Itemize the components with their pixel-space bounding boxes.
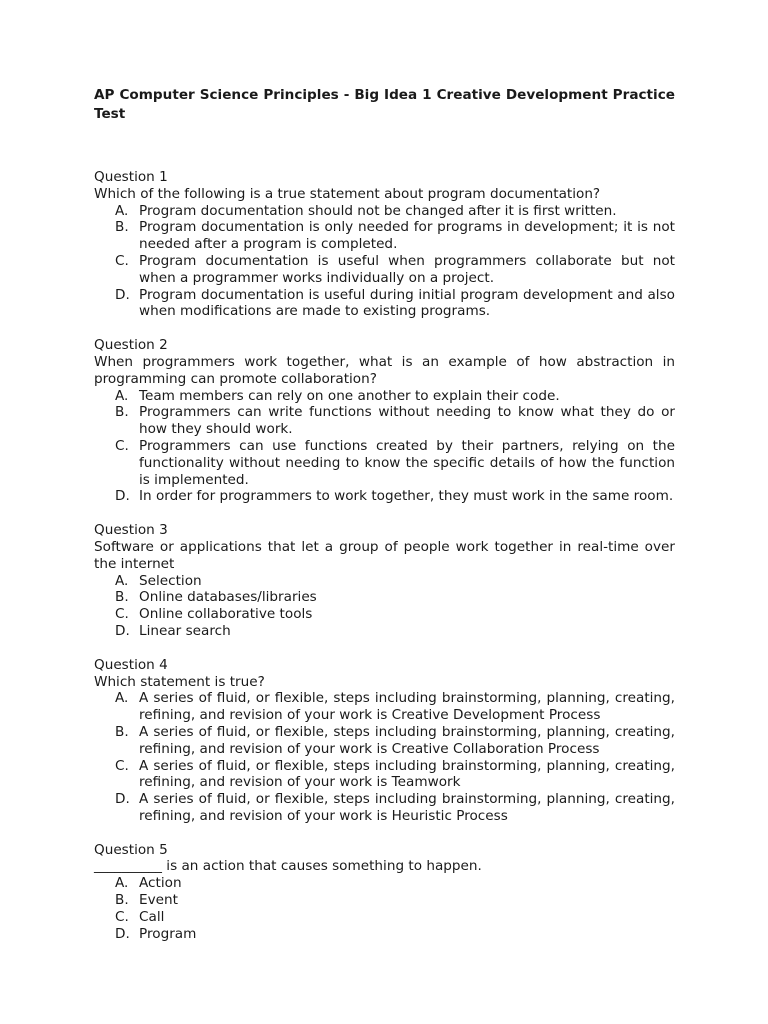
option-letter: C. xyxy=(115,437,129,454)
option-text: Call xyxy=(139,908,165,925)
option-a xyxy=(94,388,675,405)
option-text: Programmers can write functions without needing to know what they do or how they should work. xyxy=(139,404,675,438)
option-letter: B. xyxy=(115,219,129,236)
option-a xyxy=(94,875,675,892)
option-letter: C. xyxy=(115,252,129,269)
option-letter: A. xyxy=(115,387,129,404)
option-text: Team members can rely on one another to explain their code. xyxy=(139,387,560,404)
option-text: Online databases/libraries xyxy=(139,589,317,606)
option-c xyxy=(94,758,675,792)
option-text: Program documentation should not be changed after it is first written. xyxy=(139,202,617,219)
question-4 xyxy=(94,657,675,825)
option-d xyxy=(94,791,675,825)
option-b xyxy=(94,589,675,606)
document-title: AP Computer Science Principles - Big Idea 1 Creative Development Practice Test xyxy=(94,87,675,122)
question-3 xyxy=(94,522,675,640)
option-c xyxy=(94,253,675,287)
option-letter: A. xyxy=(115,202,129,219)
option-letter: D. xyxy=(115,791,130,808)
question-label: Question 1 xyxy=(94,169,168,185)
option-c xyxy=(94,606,675,623)
option-letter: C. xyxy=(115,908,129,925)
option-text: Program xyxy=(139,925,197,942)
option-a xyxy=(94,203,675,220)
option-letter: D. xyxy=(115,925,130,942)
option-text: A series of fluid, or flexible, steps including brainstorming, planning, creating, refining, and revision of your work is Creative Development Process xyxy=(139,690,675,724)
option-text: Linear search xyxy=(139,622,231,639)
option-letter: B. xyxy=(115,723,129,740)
option-b xyxy=(94,219,675,253)
question-prompt: Which of the following is a true statement about program documentation? xyxy=(94,185,601,202)
question-prompt: __________ is an action that causes something to happen. xyxy=(94,858,482,875)
question-1 xyxy=(94,169,675,320)
question-prompt: When programmers work together, what is an example of how abstraction in programming can promote collaboration? xyxy=(94,353,675,387)
option-text: A series of fluid, or flexible, steps including brainstorming, planning, creating, refining, and revision of your work is Creative Collaboration Process xyxy=(139,723,675,757)
option-a xyxy=(94,573,675,590)
question-label: Question 5 xyxy=(94,841,168,858)
option-text: In order for programmers to work together, they must work in the same room. xyxy=(139,488,674,505)
option-letter: B. xyxy=(115,404,129,421)
question-label: Question 3 xyxy=(94,522,168,539)
option-text: A series of fluid, or flexible, steps including brainstorming, planning, creating, refining, and revision of your work is Teamwork xyxy=(139,757,675,791)
option-a xyxy=(94,690,675,724)
option-letter: C. xyxy=(115,606,129,623)
option-letter: A. xyxy=(115,875,129,892)
option-text: Program documentation is useful when programmers collaborate but not when a programmer works individually on a project. xyxy=(139,252,675,286)
option-b xyxy=(94,404,675,438)
option-letter: D. xyxy=(115,488,130,505)
question-5 xyxy=(94,842,675,943)
question-prompt: Software or applications that let a group of people work together in real-time over the internet xyxy=(94,538,675,572)
options-list xyxy=(94,875,675,942)
option-text: Programmers can use functions created by their partners, relying on the functionality without needing to know the specific details of how the function is implemented. xyxy=(139,437,675,488)
option-letter: D. xyxy=(115,286,130,303)
option-d xyxy=(94,488,675,505)
document-page xyxy=(94,86,675,959)
option-text: Action xyxy=(139,875,182,892)
option-text: Online collaborative tools xyxy=(139,606,313,623)
option-text: Program documentation is useful during initial program development and also when modifications are made to existing programs. xyxy=(139,286,675,320)
options-list xyxy=(94,388,675,506)
option-text: Selection xyxy=(139,572,202,589)
option-b xyxy=(94,724,675,758)
option-text: Program documentation is only needed for programs in development; it is not needed after a program is completed. xyxy=(139,219,675,253)
option-letter: C. xyxy=(115,757,129,774)
question-label: Question 2 xyxy=(94,337,168,354)
option-c xyxy=(94,909,675,926)
option-letter: B. xyxy=(115,589,129,606)
option-d xyxy=(94,287,675,321)
option-text: Event xyxy=(139,892,178,909)
question-prompt: Which statement is true? xyxy=(94,673,265,690)
option-letter: A. xyxy=(115,690,129,707)
option-text: A series of fluid, or flexible, steps including brainstorming, planning, creating, refining, and revision of your work is Heuristic Process xyxy=(139,791,675,824)
option-b xyxy=(94,892,675,909)
question-2 xyxy=(94,337,675,505)
question-label: Question 4 xyxy=(94,656,168,673)
option-letter: A. xyxy=(115,572,129,589)
options-list xyxy=(94,573,675,640)
options-list xyxy=(94,690,675,824)
option-d xyxy=(94,623,675,640)
option-d xyxy=(94,926,675,943)
option-c xyxy=(94,438,675,488)
option-letter: D. xyxy=(115,622,130,639)
option-letter: B. xyxy=(115,892,129,909)
options-list xyxy=(94,203,675,321)
